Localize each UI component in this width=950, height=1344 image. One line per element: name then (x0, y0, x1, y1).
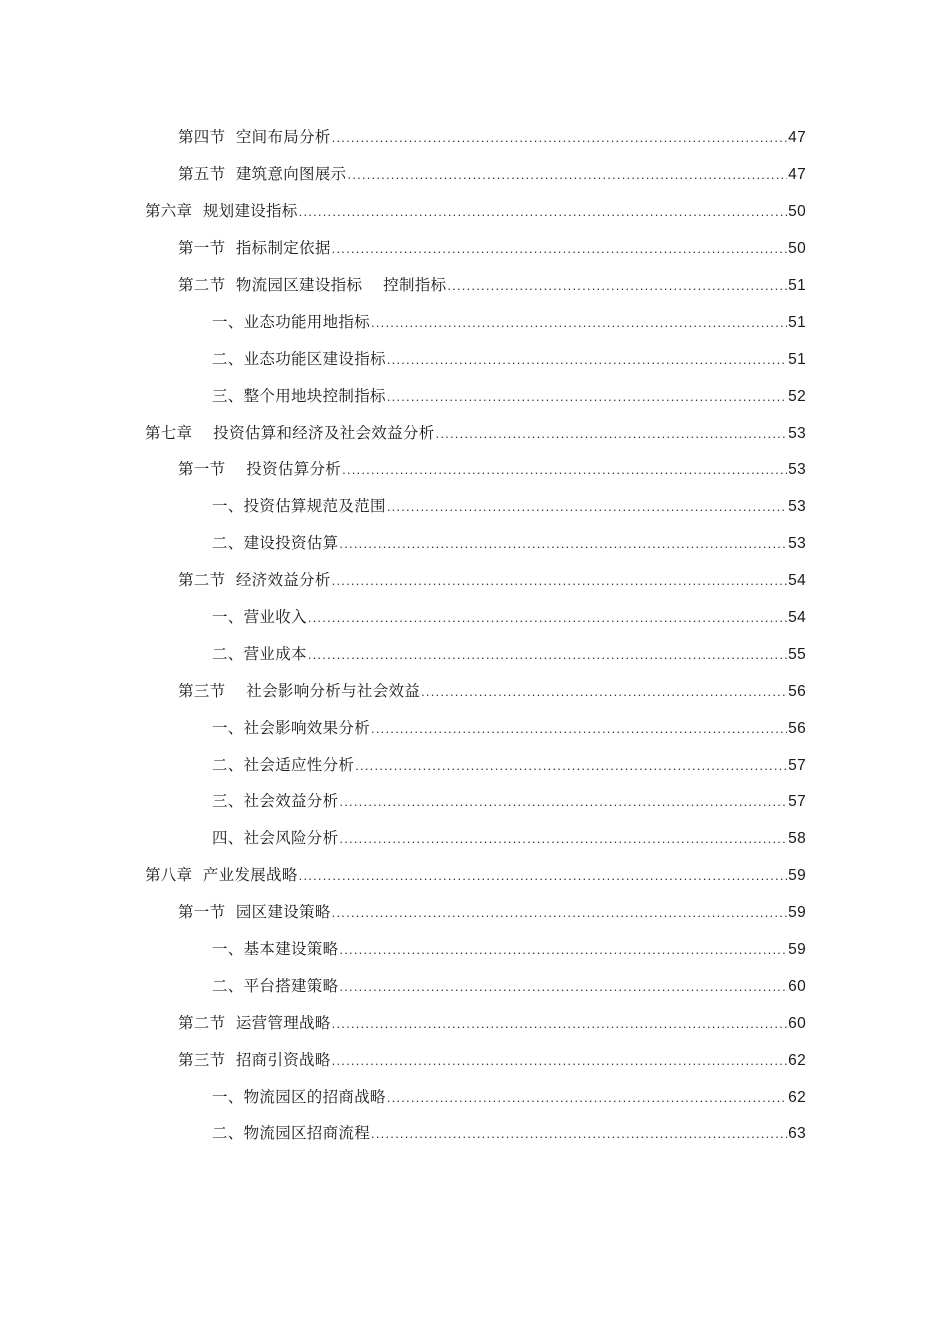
toc-page-number: 55 (788, 645, 806, 663)
toc-page-number: 58 (788, 830, 806, 848)
toc-section-entry[interactable] (0, 893, 950, 930)
toc-page-number: 62 (788, 1088, 806, 1106)
toc-page-number: 56 (788, 682, 806, 700)
dot-leader (299, 204, 788, 219)
dot-leader (332, 905, 788, 920)
dot-leader (387, 1090, 787, 1105)
toc-entry-line (212, 1085, 806, 1107)
toc-entry-line (212, 347, 806, 369)
toc-section-entry[interactable] (0, 671, 950, 708)
toc-entry-label: 第七章 投资估算和经济及社会效益分析 (145, 423, 435, 442)
toc-section-entry[interactable] (0, 561, 950, 598)
dot-leader (339, 942, 787, 957)
dot-leader (347, 167, 787, 182)
toc-subsection-entry[interactable] (0, 930, 950, 967)
toc-entry-line (212, 384, 806, 406)
dot-leader (371, 721, 787, 736)
dot-leader (387, 499, 787, 514)
dot-leader (387, 389, 787, 404)
toc-entry-line (212, 716, 806, 738)
dot-leader (371, 315, 787, 330)
toc-entry-label: 二、物流园区招商流程 (212, 1124, 371, 1143)
toc-entry-line (178, 457, 806, 479)
toc-entry-label: 第一节 投资估算分析 (178, 460, 342, 479)
toc-page-number: 57 (788, 793, 806, 811)
toc-page-number: 47 (788, 129, 806, 147)
toc-page-number: 53 (788, 424, 806, 442)
toc-entry-line (145, 863, 806, 885)
toc-section-entry[interactable] (0, 450, 950, 487)
toc-entry-label: 一、业态功能用地指标 (212, 312, 371, 331)
toc-subsection-entry[interactable] (0, 376, 950, 413)
toc-section-entry[interactable] (0, 266, 950, 303)
toc-entry-label: 二、业态功能区建设指标 (212, 349, 386, 368)
dot-leader (332, 130, 788, 145)
toc-entry-label: 一、物流园区的招商战略 (212, 1087, 386, 1106)
toc-subsection-entry[interactable] (0, 966, 950, 1003)
toc-entry-line (178, 1011, 806, 1033)
toc-entry-label: 二、建设投资估算 (212, 534, 339, 553)
toc-entry-label: 第二节 运营管理战略 (178, 1013, 331, 1032)
toc-page-number: 59 (788, 904, 806, 922)
dot-leader (332, 1053, 788, 1068)
dot-leader (342, 462, 787, 477)
toc-entry-line (212, 310, 806, 332)
toc-entry-line (212, 789, 806, 811)
toc-entry-label: 二、社会适应性分析 (212, 755, 355, 774)
toc-page-number: 54 (788, 609, 806, 627)
toc-page-number: 50 (788, 240, 806, 258)
toc-entry-label: 第二节 经济效益分析 (178, 571, 331, 590)
toc-subsection-entry[interactable] (0, 1114, 950, 1151)
toc-entry-line (212, 494, 806, 516)
toc-chapter-entry[interactable] (0, 192, 950, 229)
toc-entry-label: 第一节 园区建设策略 (178, 903, 331, 922)
toc-entry-line (178, 162, 806, 184)
toc-entry-label: 第四节 空间布局分析 (178, 128, 331, 147)
toc-chapter-entry[interactable] (0, 856, 950, 893)
dot-leader (436, 426, 788, 441)
dot-leader (332, 241, 788, 256)
dot-leader (447, 278, 787, 293)
toc-subsection-entry[interactable] (0, 634, 950, 671)
toc-section-entry[interactable] (0, 118, 950, 155)
toc-entry-label: 一、投资估算规范及范围 (212, 497, 386, 516)
toc-chapter-entry[interactable] (0, 413, 950, 450)
toc-entry-line (178, 679, 806, 701)
toc-entry-line (212, 531, 806, 553)
toc-subsection-entry[interactable] (0, 302, 950, 339)
toc-page-number: 57 (788, 756, 806, 774)
dot-leader (387, 352, 787, 367)
dot-leader (332, 573, 788, 588)
toc-subsection-entry[interactable] (0, 745, 950, 782)
toc-entry-label: 一、社会影响效果分析 (212, 718, 371, 737)
toc-entry-label: 三、社会效益分析 (212, 792, 339, 811)
toc-entry-line (212, 605, 806, 627)
toc-section-entry[interactable] (0, 229, 950, 266)
toc-subsection-entry[interactable] (0, 487, 950, 524)
toc-subsection-entry[interactable] (0, 708, 950, 745)
toc-page-number: 53 (788, 461, 806, 479)
toc-page-number: 51 (788, 313, 806, 331)
toc-section-entry[interactable] (0, 155, 950, 192)
toc-page-number: 53 (788, 498, 806, 516)
toc-page-number: 52 (788, 387, 806, 405)
toc-entry-line (212, 1121, 806, 1143)
toc-page-number: 53 (788, 535, 806, 553)
toc-page-number: 47 (788, 166, 806, 184)
toc-entry-label: 一、基本建设策略 (212, 940, 339, 959)
toc-page-number: 51 (788, 277, 806, 294)
toc-entry-line (178, 1048, 806, 1070)
dot-leader (332, 1016, 788, 1031)
dot-leader (308, 647, 787, 662)
toc-page-number: 59 (788, 941, 806, 959)
toc-entry-line (212, 937, 806, 959)
toc-section-entry[interactable] (0, 1003, 950, 1040)
toc-page-number: 62 (788, 1051, 806, 1069)
toc-subsection-entry[interactable] (0, 1077, 950, 1114)
toc-entry-line (212, 974, 806, 996)
toc-entry-label: 第二节 物流园区建设指标 控制指标 (178, 276, 447, 294)
toc-entry-line (145, 421, 806, 443)
toc-entry-label: 第一节 指标制定依据 (178, 239, 331, 258)
toc-entry-line (178, 125, 806, 147)
toc-entry-label: 一、营业收入 (212, 608, 307, 627)
toc-page-number: 59 (788, 867, 806, 885)
toc-page-number: 50 (788, 203, 806, 221)
toc-subsection-entry[interactable] (0, 598, 950, 635)
toc-page-number: 60 (788, 1014, 806, 1032)
toc-page-number: 63 (788, 1125, 806, 1143)
toc-subsection-entry[interactable] (0, 524, 950, 561)
dot-leader (339, 979, 787, 994)
toc-entry-label: 三、整个用地块控制指标 (212, 386, 386, 405)
toc-entry-label: 四、社会风险分析 (212, 829, 339, 848)
dot-leader (339, 831, 787, 846)
dot-leader (421, 684, 787, 699)
toc-page-number: 60 (788, 977, 806, 995)
toc-entry-line (178, 236, 806, 258)
toc-entry-line (145, 199, 806, 221)
toc-page-number: 51 (788, 350, 806, 368)
toc-entry-line (178, 273, 806, 295)
toc-entry-line (212, 642, 806, 664)
dot-leader (339, 536, 787, 551)
toc-entry-label: 第三节 招商引资战略 (178, 1050, 331, 1069)
toc-entry-line (212, 753, 806, 775)
toc-entry-label: 第八章 产业发展战略 (145, 866, 298, 885)
dot-leader (308, 610, 787, 625)
toc-entry-label: 第六章 规划建设指标 (145, 202, 298, 221)
toc-page-number: 56 (788, 719, 806, 737)
toc-entry-line (212, 826, 806, 848)
dot-leader (355, 758, 787, 773)
toc-subsection-entry[interactable] (0, 782, 950, 819)
dot-leader (299, 868, 788, 883)
toc-entry-label: 二、营业成本 (212, 644, 307, 663)
toc-entry-label: 第三节 社会影响分析与社会效益 (178, 681, 421, 700)
toc-entry-line (178, 900, 806, 922)
table-of-contents (0, 118, 950, 1151)
toc-page-number: 54 (788, 572, 806, 590)
toc-subsection-entry[interactable] (0, 339, 950, 376)
dot-leader (339, 794, 787, 809)
toc-subsection-entry[interactable] (0, 819, 950, 856)
toc-entry-line (178, 568, 806, 590)
dot-leader (371, 1126, 787, 1141)
toc-entry-label: 二、平台搭建策略 (212, 976, 339, 995)
toc-section-entry[interactable] (0, 1040, 950, 1077)
toc-entry-label: 第五节 建筑意向图展示 (178, 165, 347, 184)
